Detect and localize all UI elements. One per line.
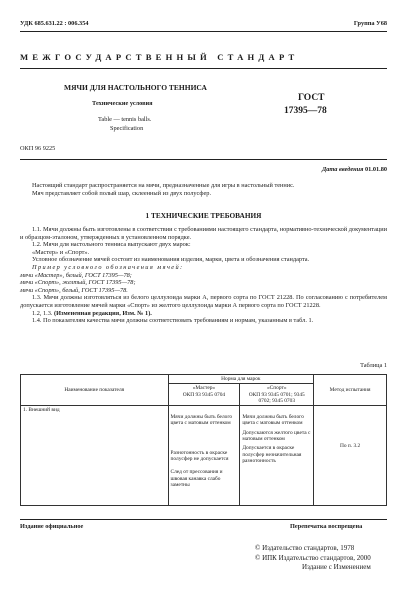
sport-norm-2: Допускаются желтого цвета с матовым оттенком <box>242 429 311 443</box>
document-title: МЯЧИ ДЛЯ НАСТОЛЬНОГО ТЕННИСА <box>64 83 207 92</box>
header-master-okp: ОКП 93 9345 0704 <box>182 391 226 398</box>
master-norm-3: След от прессования и швовая канавка слабо заметны <box>170 469 223 488</box>
udk-code: УДК 685.631.22 : 006.354 <box>20 20 89 27</box>
title-rule <box>20 159 387 160</box>
header-master-brand: «Мастер» <box>192 385 216 392</box>
header-master <box>168 384 240 406</box>
english-title-1: Table — tennis balls. <box>98 116 152 123</box>
clause-designation: Условное обозначение мячей состоит из наименования изделия, марки, цвета и обозначения стандарта. <box>32 256 310 264</box>
example-line-3: мячи «Спорт», белый, ГОСТ 17395—78. <box>20 286 128 294</box>
row-appearance-method <box>314 406 387 506</box>
example-line-1: мячи «Мастер», белый, ГОСТ 17395—78; <box>20 271 132 279</box>
clause-edit-text: (Измененная редакция, Изм. № 1). <box>54 309 152 317</box>
row-appearance-sport <box>240 406 314 506</box>
english-title-2: Specification <box>110 125 144 132</box>
edition-note: Издание с Изменением <box>302 563 371 571</box>
clause-1-2-brands: «Мастер» и «Спорт». <box>32 248 90 256</box>
sport-norm-1: Мячи должны быть белого цвета с матовым оттенком <box>242 414 304 427</box>
header-sport-okp: ОКП 93 9345 0701; 9345 0702; 9345 0703 <box>248 391 305 404</box>
okp-code: ОКП 96 9225 <box>20 145 56 152</box>
example-line-2: мячи «Спорт», желтый, ГОСТ 17395—78; <box>20 279 136 287</box>
clause-1-3: 1.3. Мячи должны изготовляться из белого целлулоида марки А, первого сорта по ГОСТ 21228. По согласованию с потребителем допускается изготовление мячей марки «Спорт» из желтого целлулоида марки А первого сорта по ГОСТ 21228. <box>20 294 387 309</box>
header-norm: Норма для марок <box>168 375 314 384</box>
document-subtitle: Технические условия <box>92 100 153 107</box>
copyright-block <box>255 544 371 573</box>
table-caption: Таблица 1 <box>360 362 387 369</box>
gost-label: ГОСТ <box>298 93 325 103</box>
header-sport <box>240 384 314 406</box>
top-rule <box>20 31 387 32</box>
clause-1-2: 1.2. Мячи для настольного тенниса выпускают двух марок: <box>32 241 191 249</box>
clause-edit-note <box>20 310 387 318</box>
clause-edit-prefix: 1.2, 1.3. <box>32 309 53 317</box>
copyright-1978: © Издательство стандартов, 1978 <box>255 544 355 552</box>
clause-1-1: 1.1. Мячи должны быть изготовлены в соответствии с требованиями настоящего стандарта, нормативно-технической документации и образцом-эталоном, утвержденных в установленном порядке. <box>20 226 387 241</box>
interstate-standard-heading: МЕЖГОСУДАРСТВЕННЫЙ СТАНДАРТ <box>20 52 299 62</box>
table-row <box>21 406 387 506</box>
method-value: По п. 3.2 <box>339 443 361 450</box>
clauses-block <box>20 226 387 325</box>
intro-paragraph-2: Мяч представляет собой полый шар, склеенный из двух полусфер. <box>32 189 212 197</box>
example-heading: Пример условного обозначения мячей: <box>32 263 184 271</box>
intro-date <box>322 166 387 174</box>
intro-text <box>20 182 387 197</box>
section-title: 1 ТЕХНИЧЕСКИЕ ТРЕБОВАНИЯ <box>145 211 262 220</box>
table-header-row <box>21 375 387 384</box>
gost-number: 17395—78 <box>284 106 327 116</box>
requirements-table <box>20 374 387 506</box>
master-norm-2: Разнотонность в окраске полусфер не допускается <box>170 449 229 463</box>
group-code: Группа У68 <box>353 20 387 27</box>
reprint-forbidden: Перепечатка воспрещена <box>290 523 363 530</box>
sport-norm-3: Допускается в окраске полусфер незначительная разнотонность <box>242 445 302 464</box>
intro-date-label: Дата введения <box>321 166 364 173</box>
intro-paragraph-1: Настоящий стандарт распространяется на мячи, предназначенные для игры в настольный теннис. <box>32 182 295 189</box>
master-norm-1: Мячи должны быть белого цвета с матовым оттенком <box>170 414 233 427</box>
clause-1-4: 1.4. По показателям качества мячи должны соответствовать требованиям и нормам, указанным в табл. 1. <box>32 317 314 325</box>
row-appearance-master <box>168 406 240 506</box>
row-appearance-name: 1. Внешний вид <box>21 406 169 506</box>
footer-rule <box>20 519 387 520</box>
header-sport-brand: «Спорт» <box>266 385 287 392</box>
copyright-2000: © ИПК Издательство стандартов, 2000 <box>255 553 371 562</box>
header-indicator: Наименование показателя <box>21 375 169 406</box>
header-method: Метод испытания <box>314 375 387 406</box>
heading-rule <box>20 68 387 69</box>
intro-date-value: 01.01.80 <box>364 166 387 173</box>
official-edition: Издание официальное <box>20 523 84 530</box>
